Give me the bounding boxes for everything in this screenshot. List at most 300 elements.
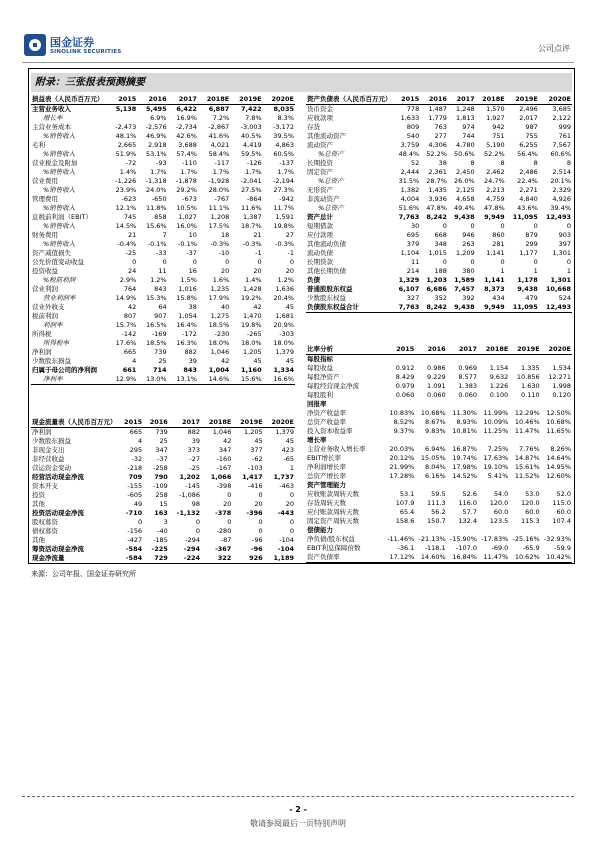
row-label: 主营业务收入 [32, 105, 71, 113]
row-label: 其他长期负债 [307, 267, 346, 275]
cell-value: 123.5 [489, 517, 509, 525]
cell-value: 3,936 [428, 195, 447, 203]
cell-value: 30 [410, 222, 420, 230]
cell-value: 7,567 [552, 141, 571, 149]
cell-value: 19.8% [240, 321, 262, 329]
row-label: 资产总计 [307, 213, 333, 221]
cell-value: 1.383 [458, 382, 477, 390]
cell-value: -87 [220, 536, 232, 544]
cell-value: 1,027 [178, 213, 197, 221]
cell-value: 13.1% [168, 375, 198, 385]
cell-value: 1,428 [243, 285, 262, 293]
cell-value: 2,017 [519, 114, 538, 122]
table-row [31, 482, 295, 491]
cell-value: 347 [218, 446, 232, 454]
cell-value: 31.5% [398, 177, 420, 185]
cell-value: 0.979 [395, 382, 415, 390]
cell-value: -167 [216, 464, 232, 472]
table-row [306, 267, 572, 276]
cell-value: 3,759 [400, 141, 420, 149]
cell-value: 24 [128, 267, 137, 275]
table-row [306, 454, 572, 463]
cell-value: 0 [566, 222, 571, 230]
row-label: 现金净流量 [31, 554, 118, 564]
cell-value: 764 [123, 285, 137, 293]
table-row [306, 240, 572, 249]
cell-value: 158.6 [395, 517, 415, 525]
cell-value: -10 [218, 249, 230, 257]
cell-value: 0 [442, 258, 447, 266]
cell-value: -145 [185, 482, 201, 490]
cell-value: 9,949 [484, 213, 505, 221]
cell-value: 8,242 [420, 303, 448, 313]
cell-value: 0 [289, 258, 294, 266]
year-header: 2016 [420, 95, 448, 105]
cell-value: 1,205 [243, 348, 262, 356]
cell-value: -280 [216, 527, 232, 535]
cell-value: 0 [132, 258, 137, 266]
cell-value: 8,373 [484, 285, 505, 293]
cell-value: 1,633 [400, 114, 420, 122]
row-label: 总资产增长率 [307, 472, 346, 480]
cell-value: 51.9% [115, 150, 137, 158]
row-label: 增长率 [43, 114, 63, 122]
cell-value: 843 [183, 366, 197, 374]
row-label: 利润率 [43, 321, 63, 329]
cell-value: 9.229 [427, 373, 446, 381]
cell-value: 1,046 [210, 348, 230, 356]
cell-value: 7.25% [487, 445, 509, 453]
logo-core [33, 43, 37, 47]
table-row [306, 409, 572, 418]
cell-value: 0.110 [521, 391, 540, 399]
row-label: %销售收入 [43, 204, 76, 212]
cell-value: 879 [525, 231, 538, 239]
table-row [306, 508, 572, 517]
cell-value: 942 [492, 123, 505, 131]
table-row [306, 418, 572, 427]
cell-value: 28.0% [208, 186, 230, 194]
year-header: 2019E [230, 95, 262, 105]
row-label: 经营活动现金净流 [32, 473, 84, 481]
cell-value: 12,493 [545, 213, 571, 221]
cell-value [478, 481, 509, 490]
cell-value: 10.81% [452, 427, 477, 435]
table-row [306, 463, 572, 472]
cell-value: 8.93% [456, 418, 477, 426]
row-label: 少数股东损益 [32, 437, 71, 445]
cell-value: 661 [122, 366, 137, 374]
cell-value: 377 [250, 446, 263, 454]
cell-value: 1,570 [486, 105, 505, 113]
cell-value: 64 [158, 303, 167, 311]
row-label: 流动资产 [307, 141, 333, 149]
cell-value: -104 [277, 545, 294, 553]
cell-value: 214 [406, 267, 420, 275]
cell-value: 23.9% [115, 186, 137, 194]
cell-value: 807 [123, 312, 137, 320]
cell-value: -137 [279, 159, 294, 167]
row-label: %总资产 [318, 204, 344, 212]
table-title: 比率分析 [306, 345, 384, 355]
row-label: 回报率 [307, 400, 327, 408]
row-label: 资本开支 [32, 482, 58, 490]
cell-value: 20 [285, 267, 294, 275]
cell-value: 8,242 [426, 213, 447, 221]
row-label: 少数股东权益 [307, 294, 346, 302]
table-row [306, 436, 572, 445]
cell-value: 12.271 [548, 373, 571, 381]
cell-value: 11.30% [452, 409, 477, 417]
row-label: 其他 [32, 536, 45, 544]
table-row [31, 536, 295, 545]
table-row [31, 554, 295, 564]
cell-value: 790 [154, 473, 168, 481]
cell-value: -142 [121, 330, 137, 338]
cell-value: 0 [470, 222, 475, 230]
cell-value: 19.10% [483, 463, 509, 471]
cell-value: 54.0 [493, 490, 509, 498]
row-label: 总资产收益率 [307, 418, 346, 426]
cell-value: 59.5% [240, 150, 262, 158]
row-label: 资产减值损失 [32, 249, 71, 257]
cell-value: 380 [462, 267, 475, 275]
table-row [306, 204, 572, 213]
cell-value [478, 436, 509, 445]
table-row [31, 204, 295, 213]
table-row [306, 427, 572, 436]
cell-value: 0 [258, 527, 263, 535]
cell-value: 49 [133, 500, 143, 508]
table-row [306, 472, 572, 481]
table-row [306, 276, 572, 285]
cell-value: -224 [169, 554, 201, 564]
cell-value: 25 [159, 437, 168, 445]
cell-value: 60.0 [525, 508, 540, 516]
cell-value: 858 [154, 213, 167, 221]
cell-value: 21.99% [389, 463, 415, 471]
cell-value: 9.37% [393, 427, 415, 435]
table-row [31, 339, 295, 348]
cell-value: -21.13% [418, 535, 446, 543]
cell-value [541, 526, 572, 535]
cell-value: 6,422 [176, 105, 197, 113]
cell-value: 18.0% [240, 339, 262, 347]
cell-value: 0 [289, 491, 294, 499]
cell-value: 1,104 [400, 249, 420, 257]
cell-value: 10.856 [516, 373, 540, 381]
year-header: 2018E [478, 345, 509, 355]
cell-value: 27.5% [240, 186, 262, 194]
row-label: %销售收入 [43, 240, 76, 248]
cell-value [478, 355, 509, 365]
cell-value: -32 [131, 455, 143, 463]
cell-value: 1,141 [486, 249, 505, 257]
cell-value: 10 [188, 231, 197, 239]
cell-value: 107.9 [395, 499, 415, 507]
cell-value: 1.630 [521, 382, 540, 390]
cell-value: 40 [220, 303, 230, 311]
row-label: 息税前利润（EBIT） [32, 213, 92, 221]
cell-value: 1,301 [552, 249, 571, 257]
cell-value: -864 [246, 195, 262, 203]
row-label: 债权募资 [32, 527, 58, 535]
table-row [31, 473, 295, 482]
cell-value: -72 [125, 159, 137, 167]
row-label: %销售收入 [43, 132, 76, 140]
cell-value: 14.5% [115, 222, 137, 230]
year-header: 2020E [263, 95, 295, 105]
cell-value: 15.05% [420, 454, 446, 462]
cell-value: 1,177 [519, 249, 538, 257]
page-number: - 2 - [289, 805, 307, 814]
cell-value: 2,213 [486, 186, 505, 194]
source-note: 来源：公司年报、国金证券研究所 [31, 570, 136, 578]
cell-value: 3,685 [552, 105, 571, 113]
cell-value: 46.9% [145, 132, 167, 140]
cell-value: 0 [225, 258, 230, 266]
cell-value: 0 [162, 258, 167, 266]
cell-value: 1.4% [245, 276, 262, 284]
table-row [31, 500, 295, 509]
row-label: 每股股利 [307, 391, 333, 399]
income-statement-table [31, 95, 295, 385]
cell-value: 281 [492, 240, 505, 248]
cell-value: 25 [158, 357, 167, 365]
cell-value: 5,190 [486, 141, 505, 149]
cell-value: 1,275 [210, 312, 230, 320]
table-row [31, 267, 295, 276]
cell-value: 1.5% [180, 276, 197, 284]
row-label: 短期借款 [307, 222, 333, 230]
cell-value: -303 [279, 330, 294, 338]
cell-value: 15 [159, 500, 168, 508]
row-label: 流动负债 [307, 249, 333, 257]
cell-value: 4,863 [275, 141, 294, 149]
cell-value: 4,004 [400, 195, 420, 203]
cell-value: 763 [434, 123, 447, 131]
year-header: 2020E [539, 95, 572, 105]
cell-value: 39 [191, 437, 201, 445]
cell-value: 12.1% [115, 204, 137, 212]
cell-value [509, 400, 540, 409]
table-row [31, 213, 295, 222]
table-row [306, 114, 572, 123]
cell-value: -117 [214, 159, 230, 167]
table-header-row [31, 95, 295, 105]
cell-value: 2.9% [119, 276, 137, 284]
cell-value: 4,926 [552, 195, 571, 203]
cell-value: 258 [155, 491, 168, 499]
row-label: 净资产收益率 [307, 409, 346, 417]
footer-disclaimer: 敬请参阅最后一页特别声明 [250, 819, 346, 828]
year-header: 2015 [118, 418, 144, 428]
cell-value: -107.0 [456, 544, 477, 552]
table-row [31, 348, 295, 357]
cell-value: 1,016 [178, 285, 197, 293]
cell-value: 29.2% [176, 186, 197, 194]
cell-value: 0 [195, 527, 201, 535]
cell-value: 17.6% [115, 339, 137, 347]
cell-value: 299 [525, 240, 538, 248]
cell-value: 1,015 [428, 249, 447, 257]
year-header: 2018E [201, 418, 232, 428]
cell-value: 20.9% [273, 321, 294, 329]
table-title: 损益表（人民币百万元） [31, 95, 107, 105]
cell-value: 4,419 [243, 141, 262, 149]
cell-value: 1.7% [277, 168, 294, 176]
cell-value: -0.1% [178, 240, 197, 248]
cell-value: 0 [227, 518, 232, 526]
cell-value: 40.5% [240, 132, 262, 140]
cell-value: 60.0 [556, 508, 571, 516]
cell-value: 111.3 [427, 499, 446, 507]
cell-value: -605 [127, 491, 143, 499]
cell-value: 16.87% [452, 445, 477, 453]
table-row [306, 105, 572, 115]
cell-value: 52.0 [556, 490, 571, 498]
cell-value: 16.9% [176, 114, 197, 122]
cell-value: 10.46% [514, 418, 540, 426]
cell-value: 14.87% [514, 454, 540, 462]
table-header-row [306, 95, 572, 105]
row-label: 存货 [307, 123, 320, 131]
cell-value: 107.4 [552, 517, 571, 525]
balance-sheet-table [306, 95, 572, 313]
table-row [306, 481, 572, 490]
cell-value: 1.154 [489, 364, 509, 372]
cell-value: 12.60% [546, 472, 571, 480]
cell-value: 56.2 [431, 508, 446, 516]
cell-value: 1,205 [244, 428, 263, 436]
cell-value: 434 [492, 294, 505, 302]
cell-value [384, 436, 415, 445]
row-label: 税前利润 [32, 312, 58, 320]
year-header: 2019E [506, 95, 539, 105]
cell-value: 1,589 [454, 276, 475, 284]
cell-value: 14.95% [546, 463, 571, 471]
cell-value: 20.03% [389, 445, 415, 453]
row-label: 股权募资 [32, 518, 58, 526]
year-header: 2018E [476, 95, 506, 105]
table-row [31, 222, 295, 231]
cell-value: 11.8% [145, 204, 167, 212]
cell-value: 2,329 [552, 186, 571, 194]
cell-value: 1,209 [456, 249, 475, 257]
cell-value: -416 [247, 482, 263, 490]
cell-value: -25.16% [512, 535, 540, 543]
cell-value: 42 [128, 303, 137, 311]
cell-value: -156 [127, 527, 143, 535]
cell-value: 8 [533, 159, 538, 167]
cell-value: 42.6% [176, 132, 197, 140]
cell-value: -623 [121, 195, 137, 203]
cell-value: 2,271 [519, 186, 538, 194]
row-label: 每股指标 [307, 355, 333, 363]
cell-value: 17.98% [452, 463, 477, 471]
cell-value: 18 [220, 231, 230, 239]
cell-value: 12.50% [546, 409, 571, 417]
row-label: 固定资产周转天数 [307, 517, 359, 525]
cell-value: 60.5% [273, 150, 294, 158]
row-label: 应付款项 [307, 231, 333, 239]
cell-value: 665 [123, 348, 137, 356]
appendix-title: 附录：三张报表预测摘要 [31, 73, 572, 92]
cell-value: 20 [220, 267, 230, 275]
cell-value: 8.04% [425, 463, 446, 471]
cell-value: 57.4% [176, 150, 197, 158]
cell-value: 0.120 [552, 391, 571, 399]
cell-value: 903 [558, 231, 571, 239]
table-row [306, 177, 572, 186]
cell-value: 761 [558, 132, 571, 140]
cell-value: 19.8% [273, 222, 294, 230]
cell-value: -15.90% [449, 535, 477, 543]
cell-value: 20 [223, 500, 232, 508]
cell-value: 2,918 [147, 141, 167, 149]
row-label: 营运资金变动 [32, 464, 71, 472]
cell-value: 11 [158, 267, 167, 275]
cell-value: 42 [223, 437, 232, 445]
cell-value: 2,450 [456, 168, 475, 176]
row-label: 资产管理能力 [307, 481, 346, 489]
table-row [306, 391, 572, 400]
table-row [31, 276, 295, 285]
cell-value: -463 [279, 482, 294, 490]
cell-value: -96 [250, 545, 263, 553]
cell-value: 2,361 [428, 168, 447, 176]
cell-value [447, 526, 478, 535]
cell-value: 56.4% [517, 150, 538, 158]
table-row [306, 141, 572, 150]
cell-value: 10.09% [483, 418, 509, 426]
cell-value: -36.1 [397, 544, 415, 552]
cell-value: 16.3% [176, 339, 197, 347]
row-label: %税前利润 [43, 276, 76, 284]
table-row [306, 195, 572, 204]
cell-value: 188 [434, 267, 447, 275]
cell-value: 11.7% [273, 204, 294, 212]
cell-value: 1.226 [489, 382, 509, 390]
cell-value: 1,004 [208, 366, 230, 374]
table-row [31, 159, 295, 168]
cell-value: -0.3% [210, 240, 230, 248]
cell-value: 1.4% [119, 168, 137, 176]
cell-value [415, 400, 446, 409]
table-row [31, 375, 295, 385]
cell-value: 38 [188, 303, 197, 311]
cell-value: 45 [254, 437, 263, 445]
cell-value: 0 [257, 258, 262, 266]
cell-value: 1 [566, 267, 571, 275]
table-row [31, 357, 295, 366]
cell-value: -584 [118, 554, 144, 564]
table-row [31, 114, 295, 123]
cell-value: 1.7% [180, 168, 197, 176]
cell-value: -27 [189, 455, 201, 463]
cell-value: 53.1% [145, 150, 167, 158]
cell-value: 0 [192, 258, 197, 266]
cell-value: 1,329 [398, 276, 420, 284]
cell-value: 20 [254, 500, 263, 508]
cell-value: 0 [258, 491, 263, 499]
footer-divider [22, 796, 574, 797]
cell-value: 26.0% [454, 177, 475, 185]
year-header: 2020E [264, 418, 295, 428]
row-label: 负债 [307, 276, 320, 284]
row-label: 其他 [32, 500, 45, 508]
cell-value: 1.335 [521, 364, 540, 372]
